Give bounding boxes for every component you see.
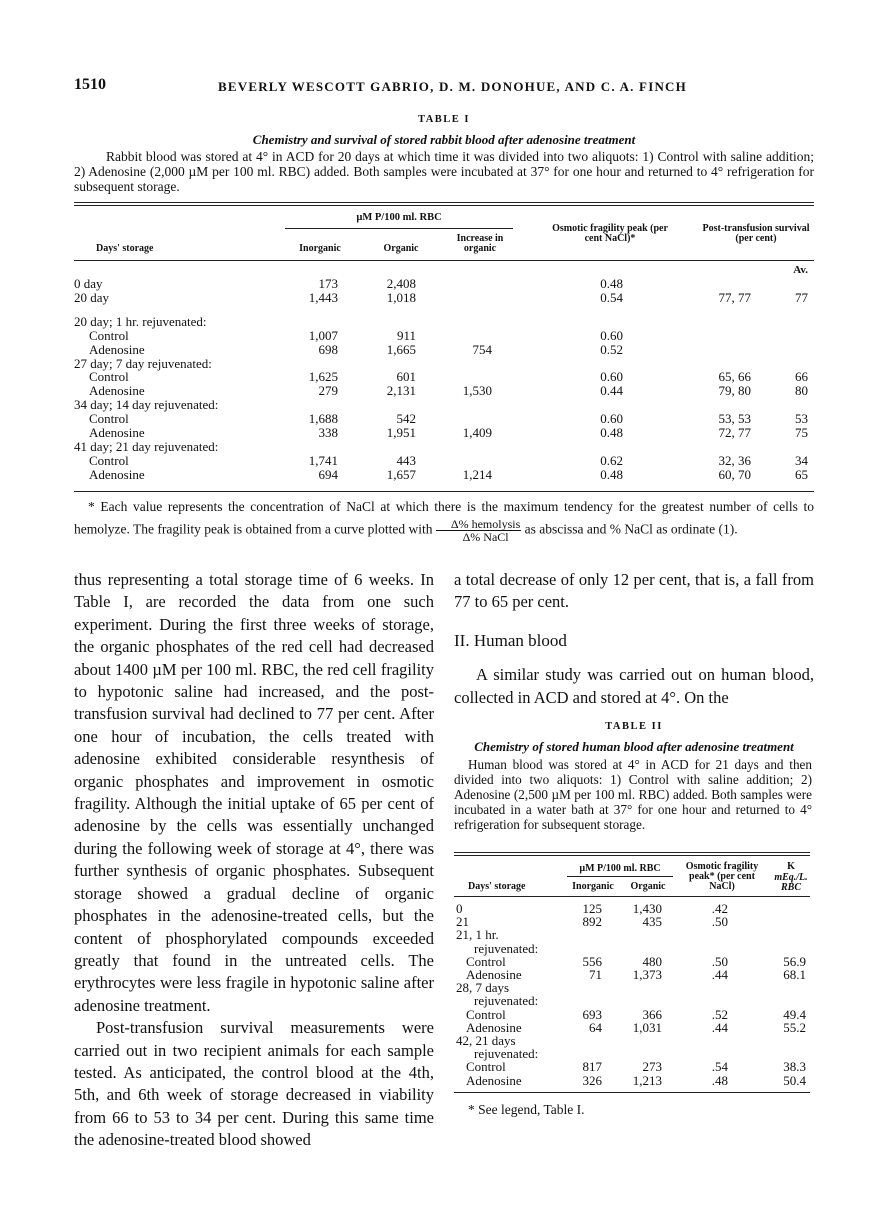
table2-cell-osmotic: .50 xyxy=(711,953,728,969)
table1-cell-survival: 72, 77 xyxy=(718,425,751,440)
table2-row-label: Adenosine xyxy=(466,1072,522,1088)
table1-legend: Rabbit blood was stored at 4° in ACD for 20 days at which time it was divided into two aliquots: 1) Control with saline addition; 2) Adenosine (2,000 µM per 100 ml. RBC) added. Both samples were incubated at 37° for one hour and returned to 4° refrigeration for subsequent storage. xyxy=(74,149,814,194)
table1-header-rule xyxy=(74,260,814,261)
table2-cell-potassium: 49.4 xyxy=(783,1006,806,1022)
table2-footnote: * See legend, Table I. xyxy=(468,1102,585,1117)
table1-header-av: Av. xyxy=(793,264,808,276)
table2-cell-inorganic: 64 xyxy=(589,1019,602,1035)
page-number: 1510 xyxy=(74,76,106,93)
table2-row-label: 21 xyxy=(456,914,469,930)
table1-cell-inorganic: 698 xyxy=(318,341,338,357)
table2-title: Chemistry of stored human blood after adenosine treatment xyxy=(474,739,794,754)
table1-label: TABLE I xyxy=(417,114,471,125)
table1-row-label: Control xyxy=(89,369,129,385)
paragraph-left-2: Post-transfusion survival measurements were carried out in two recipient animals for each sample tested. As anticipated, the control blood at the 4th, 5th, and 6th week of storage decreased in viability from 66 to 53 to 34 per cent. During this same time the adenosine-treated blood showed xyxy=(74,1018,434,1150)
table1-cell-osmotic: 0.60 xyxy=(600,327,623,343)
table1-row-label: Adenosine xyxy=(89,466,145,482)
table1-row-label: Adenosine xyxy=(89,383,145,399)
table1-cell-osmotic: 0.60 xyxy=(600,411,623,427)
table1-cell-average: 75 xyxy=(795,425,808,440)
table1-cell-organic: 1,657 xyxy=(386,466,416,482)
running-title: BEVERLY WESCOTT GABRIO, D. M. DONOHUE, AND C. A. FINCH xyxy=(218,79,687,94)
table1-row-label: 41 day; 21 day rejuvenated: xyxy=(74,438,219,454)
table1-cell-organic: 911 xyxy=(396,327,416,343)
table2-cell-potassium: 56.9 xyxy=(783,953,806,969)
table2-label: TABLE II xyxy=(605,721,663,732)
table1-row-label: 20 day; 1 hr. rejuvenated: xyxy=(74,313,207,329)
table1-header-osmotic: Osmotic fragility peak (per cent NaCl)* xyxy=(552,223,668,244)
fraction-denominator: Δ% NaCl xyxy=(462,530,509,544)
table2-row-label: Control xyxy=(466,1006,506,1022)
table2-row-label: 28, 7 days xyxy=(456,980,510,996)
table1-header-inorganic: Inorganic xyxy=(299,243,341,254)
table1-cell-increase: 754 xyxy=(472,341,492,357)
table1-top-rule xyxy=(74,202,814,206)
table1-cell-average: 77 xyxy=(795,289,808,305)
table2-header-days: Days' storage xyxy=(468,881,526,892)
table1-cell-organic: 601 xyxy=(396,369,416,385)
table2-cell-osmotic: .50 xyxy=(711,914,728,930)
table2-cell-osmotic: .42 xyxy=(711,901,728,916)
table2-cell-organic: 366 xyxy=(642,1006,662,1022)
table2-row-label: Adenosine xyxy=(466,1019,522,1035)
table1-cell-inorganic: 279 xyxy=(318,383,338,399)
table1-header-organic: Organic xyxy=(383,243,419,254)
table2-top-rule xyxy=(454,852,810,856)
table1-cell-organic: 542 xyxy=(396,411,416,427)
table2-header-inorganic: Inorganic xyxy=(572,881,614,892)
table1-cell-inorganic: 1,443 xyxy=(308,289,338,305)
table1-cell-inorganic: 173 xyxy=(318,276,338,291)
table2-cell-osmotic: .52 xyxy=(711,1006,728,1022)
table2-cell-organic: 1,430 xyxy=(632,901,662,916)
table2-row-label: rejuvenated: xyxy=(474,940,539,956)
table1-header-survival: Post-transfusion survival (per cent) xyxy=(702,223,810,244)
table2-group-rule xyxy=(567,876,673,877)
table2-legend: Human blood was stored at 4° in ACD for 21 days and then divided into two aliquots: 1) Control with saline addition; 2) Adenosine (2,500 µM per 100 ml. RBC) added. Both samples were incubated in a water bath at 37° for one hour and returned to 4° refrigeration for subsequent storage. xyxy=(454,757,812,832)
table2-cell-potassium: 50.4 xyxy=(783,1072,806,1088)
table2-cell-inorganic: 326 xyxy=(582,1072,602,1088)
table1-cell-organic: 1,665 xyxy=(386,341,416,357)
table2-cell-organic: 435 xyxy=(642,914,662,930)
table1-cell-average: 34 xyxy=(795,452,808,468)
table2-bottom-rule xyxy=(454,1092,810,1093)
table1-cell-organic: 443 xyxy=(396,452,416,468)
table2-cell-osmotic: .44 xyxy=(711,1019,728,1035)
table2-row-label: 42, 21 days xyxy=(456,1033,516,1048)
section-heading-text: II. Human blood xyxy=(454,630,567,650)
table1-cell-osmotic: 0.54 xyxy=(600,289,623,305)
table2-row-label: Control xyxy=(466,1059,506,1075)
table2-header-osmotic: Osmotic fragility peak* (per cent NaCl) xyxy=(685,861,759,892)
table1-header-days: Days' storage xyxy=(96,243,154,254)
right-column xyxy=(454,569,814,709)
table1-cell-survival: 60, 70 xyxy=(718,466,751,482)
table2-cell-potassium: 68.1 xyxy=(783,967,806,982)
table1-row-label: Adenosine xyxy=(89,341,145,357)
table1-cell-inorganic: 1,007 xyxy=(308,327,338,343)
table1-row-label: 0 day xyxy=(74,276,103,291)
table2-cell-osmotic: .48 xyxy=(711,1072,728,1088)
table2-cell-organic: 1,373 xyxy=(632,967,662,982)
table1-row-label: 34 day; 14 day rejuvenated: xyxy=(74,397,219,413)
table1-footnote-text-a: * Each value represents the concentration of NaCl at which there is the maximum tendency for the greatest number of cells to hemolyze. The fragility peak is obtained from a curve plotted with xyxy=(74,499,814,537)
table2-row-label: rejuvenated: xyxy=(474,1046,539,1062)
table1-cell-increase: 1,530 xyxy=(462,383,492,399)
table1-cell-increase: 1,409 xyxy=(462,425,492,440)
table2-cell-organic: 480 xyxy=(642,953,662,969)
table1-title: Chemistry and survival of stored rabbit blood after adenosine treatment xyxy=(252,132,636,147)
table2-header-k-unit: mEq./L. RBC xyxy=(774,872,808,893)
table1-row-label: Adenosine xyxy=(89,425,145,440)
table1-cell-survival: 53, 53 xyxy=(718,411,751,427)
table2-cell-osmotic: .44 xyxy=(711,967,728,982)
table1-row-label: Control xyxy=(89,411,129,427)
left-column xyxy=(74,569,434,1152)
table2-row-label: 0 xyxy=(456,901,463,916)
table2-row-label: Control xyxy=(466,953,506,969)
table1-cell-survival: 32, 36 xyxy=(718,452,751,468)
table2-cell-organic: 1,213 xyxy=(632,1072,662,1088)
table1-cell-average: 66 xyxy=(795,369,808,385)
table2-row-label: 21, 1 hr. xyxy=(456,927,499,943)
section-heading xyxy=(454,630,814,652)
table2-cell-inorganic: 71 xyxy=(589,967,602,982)
table1-cell-osmotic: 0.48 xyxy=(600,425,623,440)
table1-cell-survival: 77, 77 xyxy=(718,289,751,305)
table2-cell-inorganic: 556 xyxy=(582,953,602,969)
table1-cell-osmotic: 0.52 xyxy=(600,341,623,357)
table2-cell-potassium: 38.3 xyxy=(783,1059,806,1075)
table2-header-organic: Organic xyxy=(630,881,666,892)
table1-cell-survival: 65, 66 xyxy=(718,369,751,385)
paragraph-left-1: thus representing a total storage time of 6 weeks. In Table I, are recorded the data from one such experiment. During the first three weeks of storage, the organic phosphates of the red cell had decreased about 1400 µM per 100 ml. RBC, the red cell fragility to hypotonic saline had increased, and the post-transfusion survival had declined to 77 per cent. After one hour of incubation, the cells treated with adenosine exhibited considerable resynthesis of organic phosphates and improvement in osmotic fragility. Although the initial uptake of 65 per cent of adenosine by the cells was essentially unchanged during the following week of storage at 4°, there was further synthesis of organic phosphates. Subsequent storage showed a gradual decline of organic phosphates in the adenosine-treated cells, but the content of phosphorylated compounds exceeded greatly that found in the untreated cells. The erythrocytes were less fragile in hypotonic saline after adenosine treatment. xyxy=(74,570,434,1015)
table1-cell-survival: 79, 80 xyxy=(718,383,751,399)
fraction-numerator: Δ% hemolysis xyxy=(436,518,521,531)
table1-footnote xyxy=(74,496,814,543)
table2-group-header: µM P/100 ml. RBC xyxy=(579,863,661,874)
table1-cell-inorganic: 1,741 xyxy=(308,452,338,468)
table1-cell-osmotic: 0.44 xyxy=(600,383,623,399)
table1-footnote-text-b: as abscissa and % NaCl as ordinate (1). xyxy=(524,521,738,537)
table1-group-rule xyxy=(285,228,513,229)
table1-row-label: Control xyxy=(89,452,129,468)
table1-cell-organic: 2,131 xyxy=(386,383,416,399)
table1-group-header: µM P/100 ml. RBC xyxy=(356,212,442,223)
table2-cell-organic: 273 xyxy=(642,1059,662,1075)
table1-row-label: 20 day xyxy=(74,289,110,305)
table2-header-k: K xyxy=(787,861,795,872)
table1-cell-average: 80 xyxy=(795,383,808,399)
table1-header-increase: Increase in organic xyxy=(456,233,504,254)
table1-cell-increase: 1,214 xyxy=(462,466,492,482)
table1-cell-osmotic: 0.62 xyxy=(600,452,623,468)
table2-row-label: rejuvenated: xyxy=(474,993,539,1009)
table2-cell-inorganic: 892 xyxy=(582,914,602,930)
paragraph-right-1: a total decrease of only 12 per cent, that is, a fall from 77 to 65 per cent. xyxy=(454,570,814,612)
table1-cell-inorganic: 694 xyxy=(318,466,338,482)
table2-row-label: Adenosine xyxy=(466,967,522,982)
table1-cell-inorganic: 1,625 xyxy=(308,369,338,385)
table1-row-label: 27 day; 7 day rejuvenated: xyxy=(74,355,212,371)
table1-row-label: Control xyxy=(89,327,129,343)
table2-cell-potassium: 55.2 xyxy=(783,1019,806,1035)
table1-cell-osmotic: 0.48 xyxy=(600,276,623,291)
table1-cell-inorganic: 1,688 xyxy=(308,411,338,427)
table1-cell-osmotic: 0.60 xyxy=(600,369,623,385)
table1-bottom-rule xyxy=(74,491,814,492)
table1-cell-inorganic: 338 xyxy=(318,425,338,440)
table2-cell-inorganic: 125 xyxy=(582,901,602,916)
table1-cell-organic: 1,951 xyxy=(386,425,416,440)
table2-cell-osmotic: .54 xyxy=(711,1059,728,1075)
table2-header-rule xyxy=(454,896,810,897)
table2-cell-inorganic: 693 xyxy=(582,1006,602,1022)
table2-cell-inorganic: 817 xyxy=(582,1059,602,1075)
table1-cell-organic: 2,408 xyxy=(386,276,416,291)
table1-cell-average: 65 xyxy=(795,466,808,482)
table2-cell-organic: 1,031 xyxy=(632,1019,662,1035)
paragraph-right-2: A similar study was carried out on human blood, collected in ACD and stored at 4°. On the xyxy=(454,665,814,707)
fraction xyxy=(436,518,521,543)
table1-cell-average: 53 xyxy=(795,411,808,427)
table1-cell-organic: 1,018 xyxy=(386,289,416,305)
table1-cell-osmotic: 0.48 xyxy=(600,466,623,482)
